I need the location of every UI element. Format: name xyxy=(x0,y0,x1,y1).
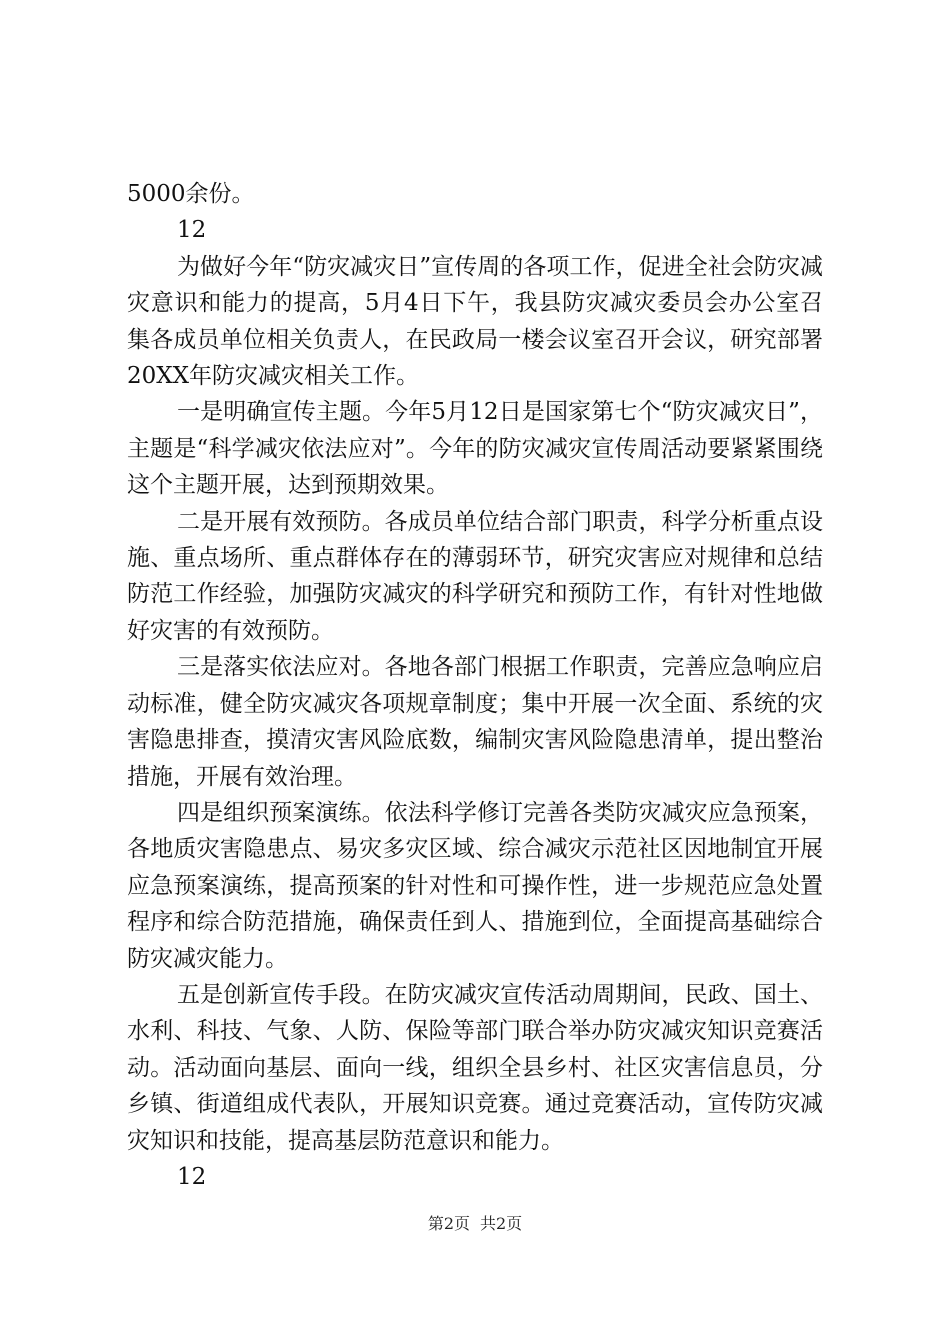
paragraph-2: 12 xyxy=(177,217,207,244)
page-footer xyxy=(0,1214,950,1234)
paragraph-8: 五是创新宣传手段。在防灾减灾宣传活动周期间，民政、国土、水利、科技、气象、人防、保险等部门联合举办防灾减灾知识竞赛活动。活动面向基层、面向一线，组织全县乡村、社区灾害信息员，分乡镇、街道组成代表队，开展知识竞赛。通过竞赛活动，宣传防灾减灾知识和技能，提高基层防范意识和能力。 xyxy=(127,981,823,1154)
paragraph-3: 为做好今年“防灾减灾日”宣传周的各项工作，促进全社会防灾减灾意识和能力的提高，5月4日下午，我县防灾减灾委员会办公室召集各成员单位相关负责人，在民政局一楼会议室召开会议，研究部署20XX年防灾减灾相关工作。 xyxy=(127,253,823,390)
paragraph-6: 三是落实依法应对。各地各部门根据工作职责，完善应急响应启动标准，健全防灾减灾各项规章制度；集中开展一次全面、系统的灾害隐患排查，摸清灾害风险底数，编制灾害风险隐患清单，提出整治措施，开展有效治理。 xyxy=(127,654,823,790)
paragraph-1: 5000余份。 xyxy=(127,181,255,207)
paragraph-5: 二是开展有效预防。各成员单位结合部门职责，科学分析重点设施、重点场所、重点群体存在的薄弱环节，研究灾害应对规律和总结防范工作经验，加强防灾减灾的科学研究和预防工作，有针对性地做好灾害的有效预防。 xyxy=(127,508,823,644)
document-body xyxy=(127,176,823,1195)
page-number: 第2页 xyxy=(427,1214,470,1233)
paragraph-7: 四是组织预案演练。依法科学修订完善各类防灾减灾应急预案，各地质灾害隐患点、易灾多灾区域、综合减灾示范社区因地制宜开展应急预案演练，提高预案的针对性和可操作性，进一步规范应急处置程序和综合防范措施，确保责任到人、措施到位，全面提高基础综合防灾减灾能力。 xyxy=(127,799,823,972)
page-total: 共2页 xyxy=(480,1214,523,1233)
paragraph-4: 一是明确宣传主题。今年5月12日是国家第七个“防灾减灾日”，主题是“科学减灾依法应对”。今年的防灾减灾宣传周活动要紧紧围绕这个主题开展，达到预期效果。 xyxy=(127,399,823,499)
paragraph-9: 12 xyxy=(177,1163,207,1190)
